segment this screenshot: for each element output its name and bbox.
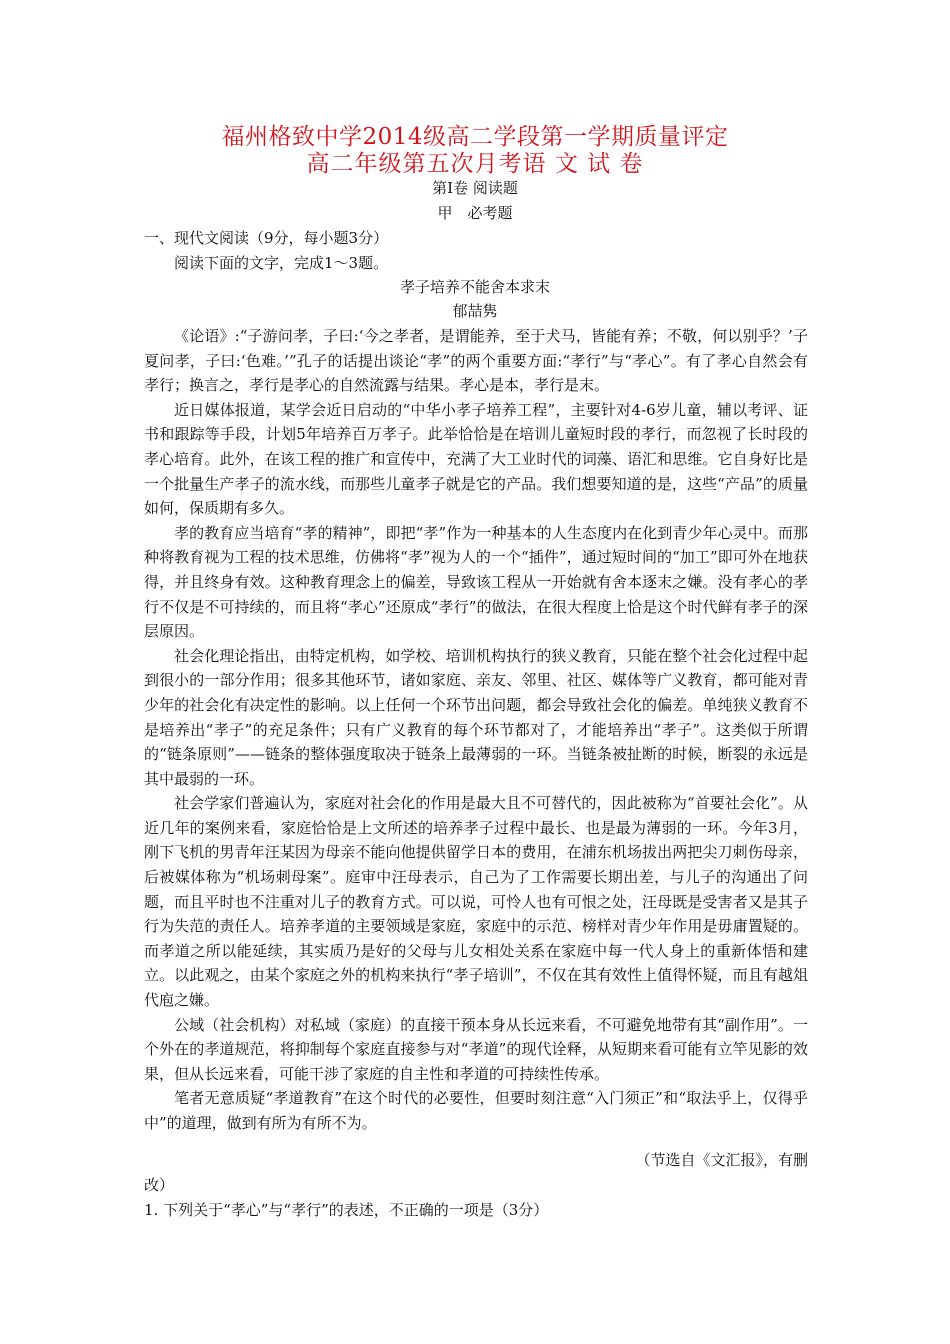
article-paragraph-4: 社会化理论指出，由特定机构，如学校、培训机构执行的狭义教育，只能在整个社会化过程中起到很小的一部分作用；很多其他环节，诸如家庭、亲友、邻里、社区、媒体等广义教育，都可能对青少年的社会化有决定性的影响。以上任何一个环节出问题，都会导致社会化的偏差。单纯狭义教育不是培养出“孝子”的充足条件；只有广义教育的每个环节都对了，才能培养出“孝子”。这类似于所谓的“链条原则”——链条的整体强度取决于链条上最薄弱的一环。当链条被扯断的时候，断裂的永远是其中最弱的一环。: [144, 646, 808, 788]
article-paragraph-2: 近日媒体报道，某学会近日启动的“中华小孝子培养工程”，主要针对4-6岁儿童，辅以考评、证书和跟踪等手段，计划5年培养百万孝子。此举恰恰是在培训儿童短时段的孝行，而忽视了长时段的孝心培育。此外，在该工程的推广和宣传中，充满了大工业时代的词藻、语汇和思维。它自身好比是一个批量生产孝子的流水线，而那些儿童孝子就是它的产品。我们想要知道的是，这些“产品”的质量如何，保质期有多久。: [144, 400, 808, 518]
volume-heading: 第Ⅰ卷 阅读题: [432, 179, 518, 197]
exam-title-line2: 高二年级第五次月考语 文 试 卷: [306, 151, 644, 177]
article-source-line1: （节选自《文汇报》，有删: [635, 1151, 808, 1169]
article-paragraph-5: 社会学家们普遍认为，家庭对社会化的作用是最大且不可替代的，因此被称为“首要社会化”。从近几年的案例来看，家庭恰恰是上文所述的培养孝子过程中最长、也是最为薄弱的一环。今年3月，刚下飞机的男青年汪某因为母亲不能向他提供留学日本的费用，在浦东机场拔出两把尖刀刺伤母亲，后被媒体称为“机场刺母案”。庭审中汪母表示，自己为了工作需要长期出差，与儿子的沟通出了问题，而且平时也不注重对儿子的教育方式。可以说，可怜人也有可恨之处，汪母既是受害者又是其子行为失范的责任人。培养孝道的主要领域是家庭，家庭中的示范、榜样对青少年作用是毋庸置疑的。而孝道之所以能延续，其实质乃是好的父母与儿女相处关系在家庭中每一代人身上的重新体悟和建立。以此观之，由某个家庭之外的机构来执行“孝子培训”，不仅在其有效性上值得怀疑，而且有越俎代庖之嫌。: [144, 794, 808, 1010]
article-paragraph-3: 孝的教育应当培育“孝的精神”，即把“孝”作为一种基本的人生态度内在化到青少年心灵中。而那种将教育视为工程的技术思维，仿佛将“孝”视为人的一个“插件”，通过短时间的“加工”即可外在地获得，并且终身有效。这种教育理念上的偏差，导致该工程从一开始就有舍本逐末之嫌。没有孝心的孝行不仅是不可持续的，而且将“孝心”还原成“孝行”的做法，在很大程度上恰是这个时代鲜有孝子的深层原因。: [144, 523, 808, 641]
exam-title-line1: 福州格致中学2014级高二学段第一学期质量评定: [221, 124, 729, 150]
reading-instruction: 阅读下面的文字，完成1～3题。: [174, 254, 389, 272]
question-1: 1. 下列关于“孝心”与“孝行”的表述，不正确的一项是（3分）: [144, 1201, 549, 1219]
article-title: 孝子培养不能舍本求末: [399, 278, 550, 296]
article-source-line2: 改）: [144, 1175, 175, 1194]
article-paragraph-1: 《论语》:“子游问孝，子曰:‘今之孝者，是谓能养，至于犬马，皆能有养；不敬，何以别乎？’子夏问孝，子曰:‘色难。’”孔子的话提出谈论“孝”的两个重要方面:“孝行”与“孝心”。有了孝心自然会有孝行；换言之，孝行是孝心的自然流露与结果。孝心是本，孝行是末。: [144, 327, 808, 395]
section-heading: 甲 必考题: [437, 204, 513, 222]
question-section-heading: 一、现代文阅读（9分，每小题3分）: [144, 229, 389, 247]
article-paragraph-7: 笔者无意质疑“孝道教育”在这个时代的必要性，但要时刻注意“入门须正”和“取法乎上，仅得乎中”的道理，做到有所为有所不为。: [144, 1089, 808, 1132]
article-author: 郁喆隽: [452, 302, 498, 320]
article-source: [144, 1148, 808, 1197]
article-body: [144, 324, 808, 1136]
article-paragraph-6: 公域（社会机构）对私域（家庭）的直接干预本身从长远来看，不可避免地带有其“副作用”。一个外在的孝道规范，将抑制每个家庭直接参与对“孝道”的现代诠释，从短期来看可能有立竿见影的效果，但从长远来看，可能干涉了家庭的自主性和孝道的可持续性传承。: [144, 1015, 808, 1083]
